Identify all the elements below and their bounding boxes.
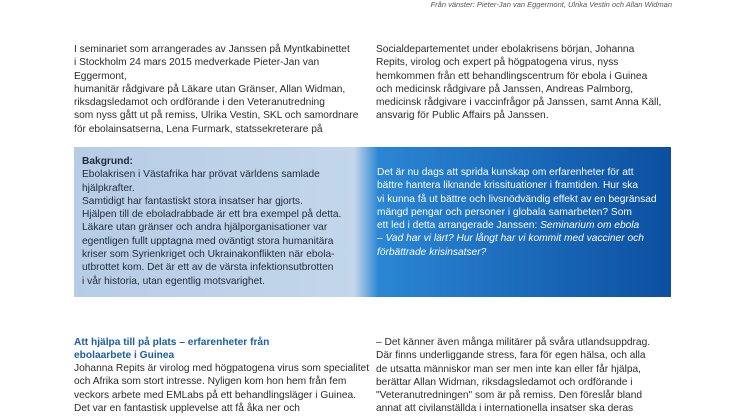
background-box-title: Bakgrund: [82,156,133,167]
background-box-left [82,155,370,288]
seminar-title: Seminarium om ebola – Vad har vi lärt? Hur långt har vi kommit med vacciner och förbättrade krisinsatser? [377,220,644,258]
photo-caption: Från vänster: Pieter-Jan van Eggermont, Ulrika Vestin och Allan Widman [430,0,672,9]
section-paragraph-right: – Det känner även många militärer på svåra utlandsuppdrag. Där finns underliggande stress, fara för egen hälsa, och alla de utsatta människor man ser men inte kan eller får hjälpa, berättar Allan Widman, riksdagsledamot och ordförande i "Veteranutredningen" som är på remiss. Den föreslår bland annat att civilanställda i internationella insatser ska deras [376,337,651,415]
section-paragraph-left: Johanna Repits är virolog med högpatogena virus som specialitet och Afrika som stort intresse. Nyligen kom hon hem från fem veckors arbete med EMLabs på ett behandlingsläger i Guinea. Det var en fantastisk upplevelse att få åka ner och [74,363,370,414]
intro-paragraph-right: Socialdepartementet under ebolakrisens början, Johanna Repits, virolog och expert på högpatogena virus, nyss hemkommen från ett behandlingscentrum för ebola i Guinea och medicinsk rådgivare på Janssen, Andreas Palmborg, medicinsk rådgivare i vaccinfrågor på Janssen, samt Anna Käll, ansvarig för Public Affairs på Janssen. [376,44,662,122]
background-box-left-text: Ebolakrisen i Västafrika har prövat världens samlade hjälpkrafter. Samtidigt har fantastiskt stora insatser har gjorts. Hjälpen till de eboladrabbade är ett bra exempel på detta. Läkare utan gränser och andra hjälporganisationer var egentligen fullt upptagna med oväntigt stora humanitära kriser som Syrienkriget och Ukrainakonflikten när ebola- utbrottet kom. Det är ett av de värsta infektionsutbrotten i vår historia, utan egentlig motsvarighet. [82,169,342,287]
background-box-right-text: Det är nu dags att sprida kunskap om erfarenheter för att bättre hantera liknande krissituationer i framtiden. Hur ska vi kunna få ut bättre och livsnödvändig effekt av en begränsad mängd pengar och personer i globala samarbeten? Som ett led i detta arrangerade Janssen: [377,167,657,232]
background-box-right [377,166,665,259]
intro-paragraph-left: I seminariet som arrangerades av Janssen på Myntkabinettet i Stockholm 24 mars 2015 medverkade Pieter-Jan van Eggermont, humanitär rådgivare på Läkare utan Gränser, Allan Widman, riksdagsledamot och ordförande i den Veteranutredning som nyss gått ut på remiss, Ulrika Vestin, SKL och samordnare för ebolainsatserna, Lena Furmark, statssekreterare på [74,44,359,135]
section-heading: Att hjälpa till på plats – erfarenheter från ebolaarbete i Guinea [74,337,270,362]
